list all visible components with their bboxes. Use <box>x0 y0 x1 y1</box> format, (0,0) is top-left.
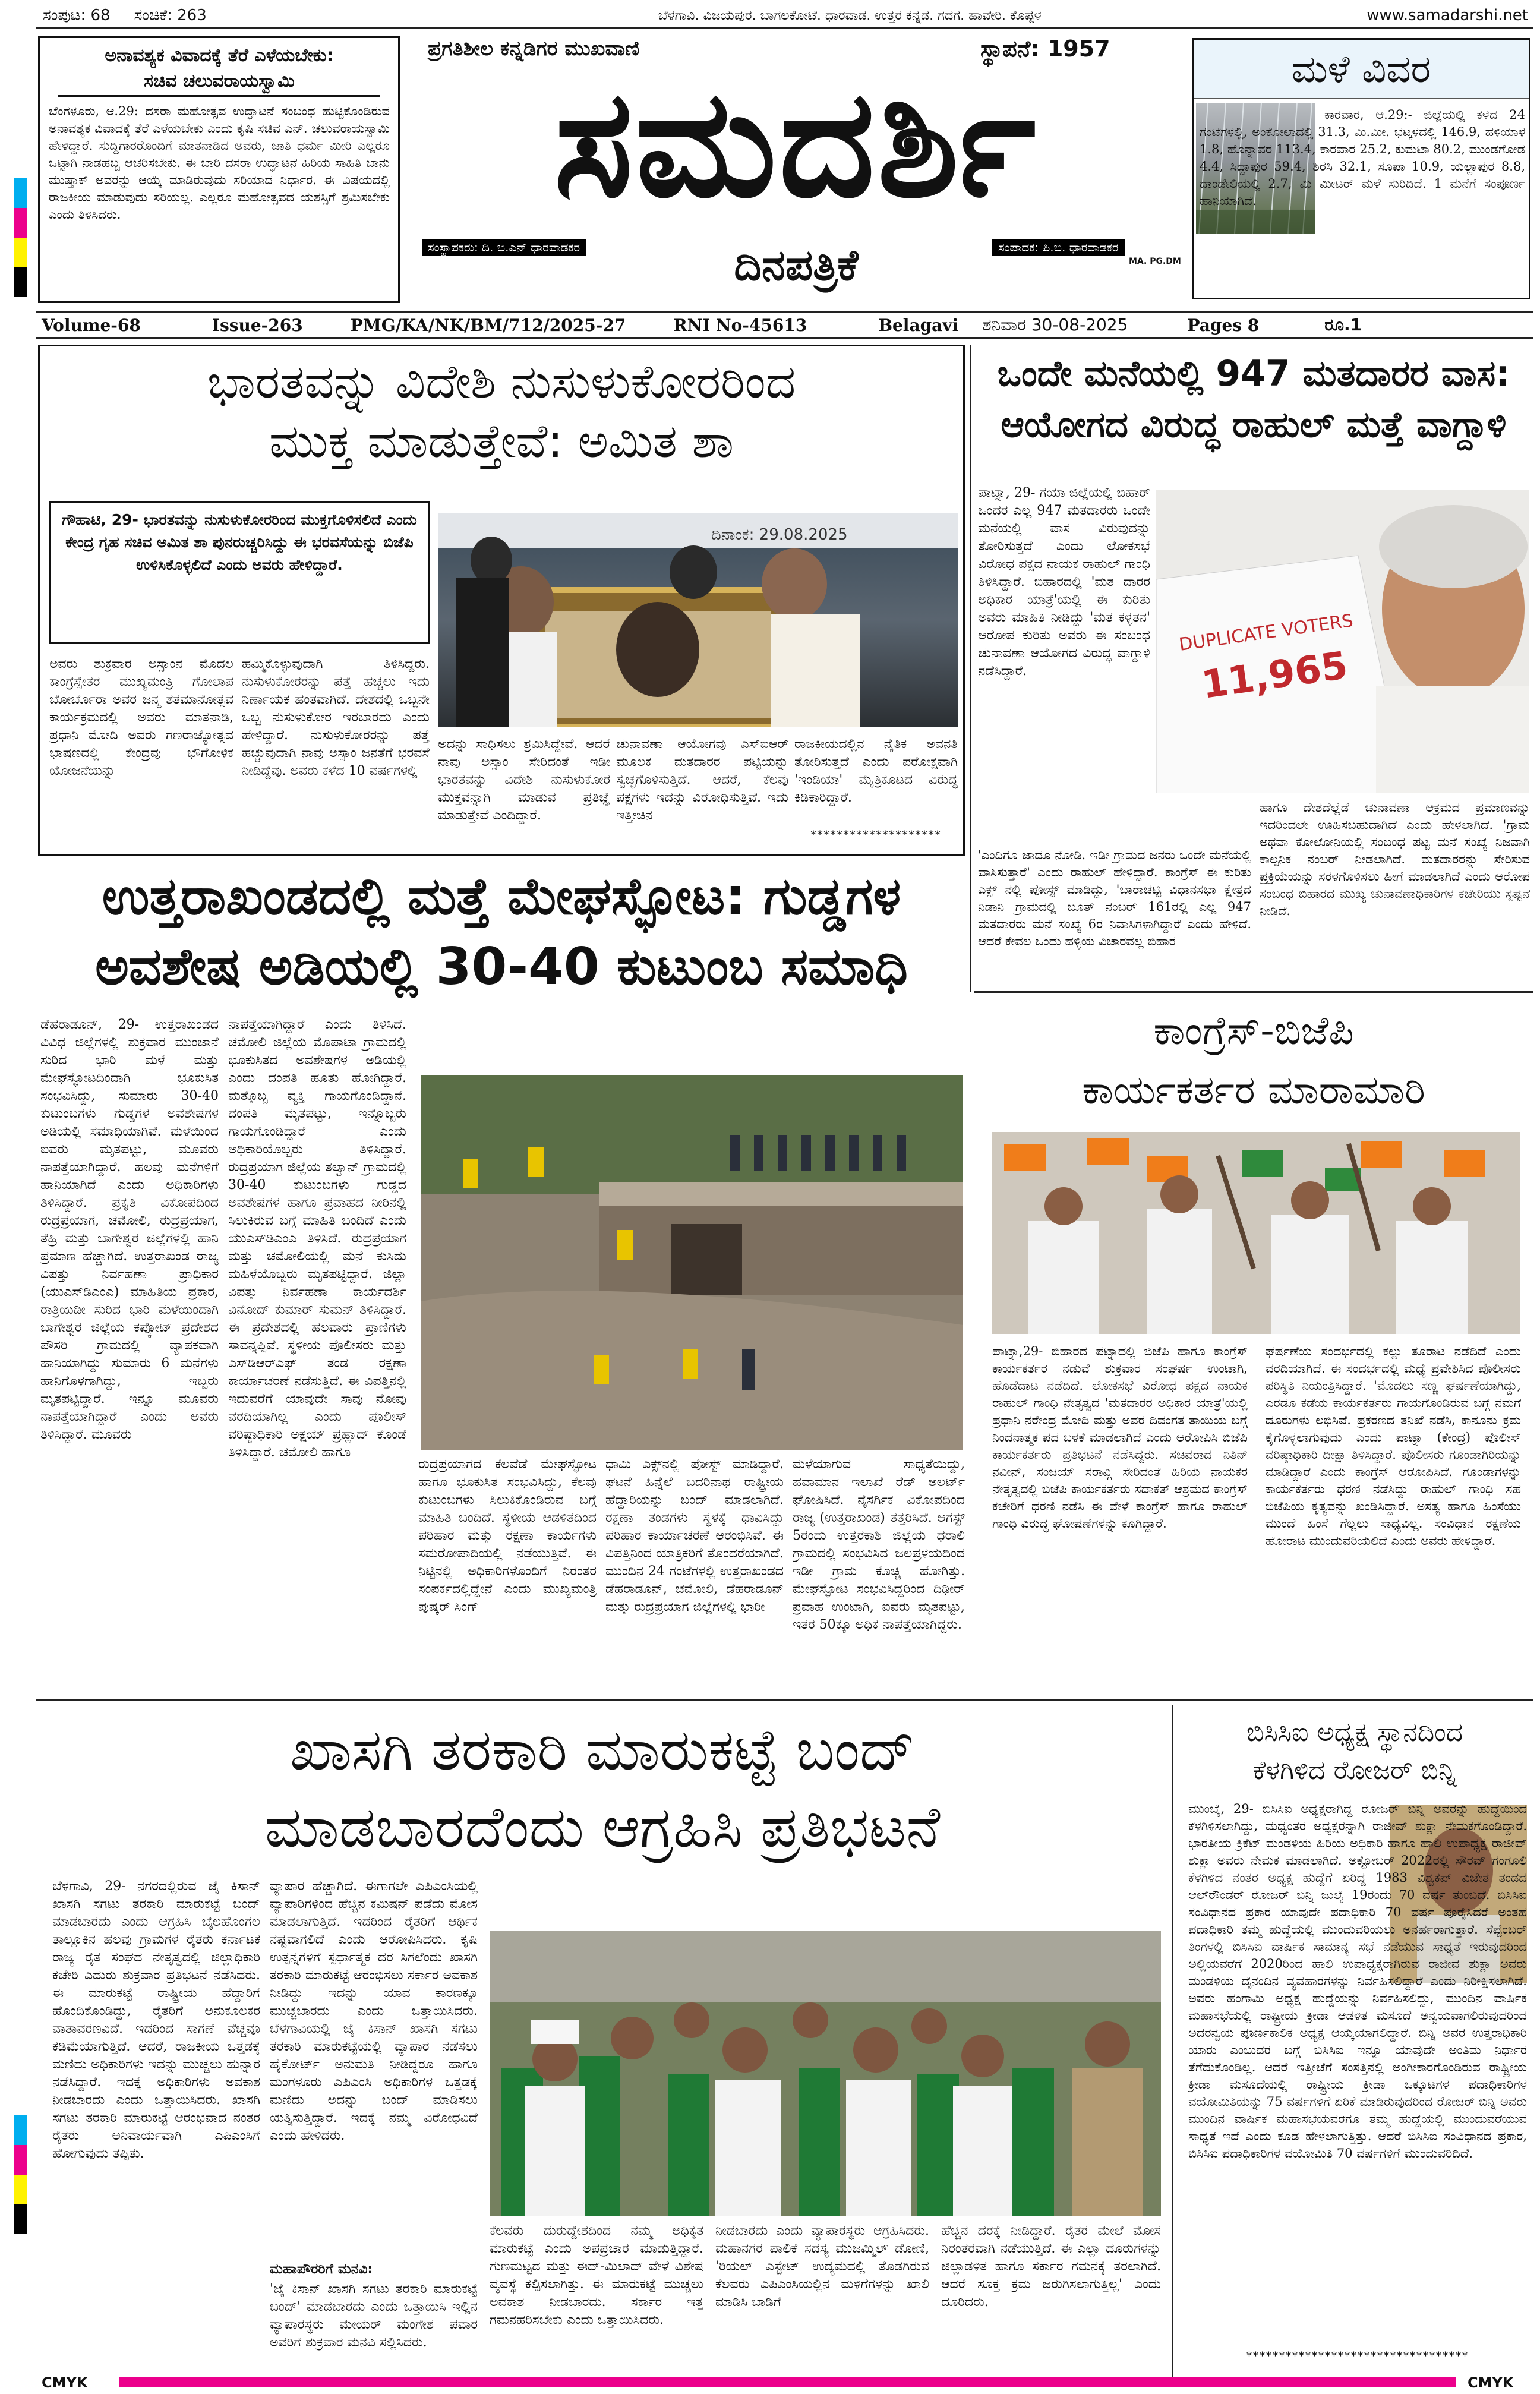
story5-col3: ಕೆಲವರು ದುರುದ್ದೇಶದಿಂದ ನಮ್ಮ ಅಧಿಕೃತ ಮಾರುಕಟ್ಟೆ ಎಂದು ಅಪಪ್ರಚಾರ ಮಾಡುತ್ತಿದ್ದಾರೆ. ಗುಣಮಟ್ಟದ ಮತ್ತು ಈದ್-ಮಿಲಾದ್ ವೇಳೆ ವಿಶೇಷ ವ್ಯವಸ್ಥೆ ಕಲ್ಪಿಸಲಾಗಿತ್ತು. ಈ ಮಾರುಕಟ್ಟೆ ಮುಚ್ಚಲು ಅವಕಾಶ ನೀಡಬಾರದು. ಸರ್ಕಾರ ಇತ್ತ ಗಮನಹರಿಸಬೇಕು ಎಂದು ಒತ್ತಾಯಿಸಿದರು. <box>490 2223 703 2327</box>
editor-label <box>992 239 1125 256</box>
color-registration-strip-bottom <box>14 2115 27 2234</box>
cities-list: ಬೆಳಗಾವಿ. ವಿಜಯಪುರ. ಬಾಗಲಕೋಟೆ. ಧಾರವಾಡ. ಉತ್ತರ ಕನ್ನಡ. ಗದಗ. ಹಾವೇರಿ. ಕೊಪ್ಪಳ <box>658 8 1042 23</box>
farmers-protest-illustration <box>490 1931 1161 2216</box>
landslide-rescue-illustration <box>421 1075 963 1450</box>
masthead-tagline: ಪ್ರಗತಿಶೀಲ ಕನ್ನಡಿಗರ ಮುಖವಾಣಿ <box>428 37 640 61</box>
story5-subhead: ಮಹಾಪೌರರಿಗೆ ಮನವಿ: <box>270 2261 373 2277</box>
party-clash-illustration <box>992 1132 1520 1334</box>
color-registration-strip-top <box>14 178 27 297</box>
story3-headline-line2: ಅವಶೇಷ ಅಡಿಯಲ್ಲಿ 30-40 ಕುಟುಂಬ ಸಮಾಧಿ <box>95 937 908 996</box>
story5-col2b: 'ಜೈ ಕಿಸಾನ್ ಖಾಸಗಿ ಸಗಟು ತರಕಾರಿ ಮಾರುಕಟ್ಟೆ ಬಂದ್' ಮಾಡಬಾರದು ಎಂದು ಒತ್ತಾಯಿಸಿ ಇಲ್ಲಿನ ವ್ಯಾಪಾರಸ್ಥರು ಮೇಯರ್ ಮಂಗೇಶ ಪವಾರ ಅವರಿಗೆ ಶುಕ್ರವಾರ ಮನವಿ ಸಲ್ಲಿಸಿದರು. <box>270 2282 478 2350</box>
story-uttarakhand <box>38 862 965 1699</box>
story4-headline-line1: ಕಾಂಗ್ರೆಸ್-ಬಿಜೆಪಿ <box>1153 1008 1354 1054</box>
news-brief-box <box>38 36 400 303</box>
story1-headline-line2: ಮುಕ್ತ ಮಾಡುತ್ತೇವೆ: ಅಮಿತ ಶಾ <box>269 415 734 468</box>
story5-headline-line2: ಮಾಡಬಾರದೆಂದು ಆಗ್ರಹಿಸಿ ಪ್ರತಿಭಟನೆ <box>264 1794 941 1860</box>
cmyk-mark-right <box>1468 2374 1513 2391</box>
story1-col3: ಅದನ್ನು ಸಾಧಿಸಲು ಶ್ರಮಿಸಿದ್ದೇವೆ. ಆದರೆ ನಾವು ಅಸ್ಸಾಂ ಸೇರಿದಂತೆ ಇಡೀ ಭಾರತವನ್ನು ವಿದೇಶಿ ನುಸುಳುಕೋರ ಮುಕ್ತವನ್ನಾಗಿ ಮಾಡುವ ಪ್ರತಿಜ್ಞೆ ಮಾಡುತ್ತೇವೆ ಎಂದಿದ್ದಾರೆ. <box>438 737 610 823</box>
volume-kannada: ಸಂಪುಟ: 68 <box>43 6 111 24</box>
brief-headline-2: ಸಚಿವ ಚಲುವರಾಯಸ್ವಾಮಿ <box>58 71 380 97</box>
cmyk-label-right: CMYK <box>1468 2374 1514 2391</box>
rain-title: ಮಳೆ ವಿವರ <box>1194 40 1529 99</box>
founder-text: ಸಂಸ್ಥಾಪಕರು: ದಿ. ಬಿ.ಎನ್ ಧಾರವಾಡಕರ <box>428 240 580 254</box>
photo-doc-number: 11,965 <box>1198 644 1350 708</box>
story-amit-shah <box>38 345 965 856</box>
story2-headline-line2: ಆಯೋಗದ ವಿರುದ್ಧ ರಾಹುಲ್ ಮತ್ತೆ ವಾಗ್ದಾಳಿ <box>1001 404 1507 446</box>
story6-headline-line1: ಬಿಸಿಸಿಐ ಅಧ್ಯಕ್ಷ ಸ್ಥಾನದಿಂದ <box>1246 1717 1463 1748</box>
story3-col5: ಮಳೆಯಾಗುವ ಸಾಧ್ಯತೆಯಿದ್ದು, ಹವಾಮಾನ ಇಲಾಖೆ ರೆಡ್ ಅಲರ್ಟ್ ಘೋಷಿಸಿದೆ. ನೈಸರ್ಗಿಕ ವಿಕೋಪದಿಂದ ರಾಜ್ಯ (ಉತ್ತರಾಖಂಡ) ತತ್ತರಿಸಿದೆ. ಆಗಸ್ಟ್ 5ರಂದು ಉತ್ತರಕಾಶಿ ಜಿಲ್ಲೆಯ ಧರಾಲಿ ಗ್ರಾಮದಲ್ಲಿ ಸಂಭವಿಸಿದ ಜಲಪ್ರಳಯದಿಂದ ಇಡೀ ಗ್ರಾಮ ಕೊಚ್ಚಿ ಹೋಗಿತ್ತು. ಮೇಘಸ್ಫೋಟ ಸಂಭವಿಸಿದ್ದರಿಂದ ದಿಢೀರ್ ಪ್ರವಾಹ ಉಂಟಾಗಿ, ಐವರು ಮೃತಪಟ್ಟು, ಇತರ 50ಕ್ಕೂ ಅಧಿಕ ನಾಪತ್ತೆಯಾಗಿದ್ದರು. <box>793 1457 965 1632</box>
website-link[interactable]: www.samadarshi.net <box>1367 7 1528 24</box>
story1-col2: ಹಮ್ಮಿಕೊಳ್ಳುವುದಾಗಿ ತಿಳಿಸಿದ್ದರು. ನುಸುಳುಕೋರರನ್ನು ಪತ್ತೆ ಹಚ್ಚಲು ಇದು ನಿರ್ಣಾಯಕ ಹಂತವಾಗಿದೆ. ದೇಶದಲ್ಲಿ ಒಬ್ಬನೇ ಒಬ್ಬ ನುಸುಳುಕೋರ ಇರಬಾರದು ಎಂದು ಹೇಳಿದ್ದಾರೆ. ನುಸುಳುಕೋರರನ್ನು ಪತ್ತೆ ಹಚ್ಚುವುದಾಗಿ ನಾವು ಅಸ್ಸಾಂ ಜನತೆಗೆ ಭರವಸೆ ನೀಡಿದ್ದೆವು. ಅವರು ಕಳೆದ 10 ವರ್ಷಗಳಲ್ಲಿ <box>242 657 430 778</box>
story1-col1: ಅವರು ಶುಕ್ರವಾರ ಅಸ್ಸಾಂನ ಮೊದಲ ಕಾಂಗ್ರೆಸ್ಸೇತರ ಮುಖ್ಯಮಂತ್ರಿ ಗೋಲಾಪ ಬೋರ್ಬೊರಾ ಅವರ ಜನ್ಮ ಶತಮಾನೋತ್ಸವ ಕಾರ್ಯಕ್ರಮದಲ್ಲಿ ಅವರು ಮಾತನಾಡಿ, ಪ್ರಧಾನಿ ಮೋದಿ ಅವರು ಗಣರಾಜ್ಯೋತ್ಸವ ಭಾಷಣದಲ್ಲಿ ಕೇಂದ್ರವು ಭೌಗೋಳಿಕ ಯೋಜನೆಯನ್ನು <box>49 657 233 778</box>
issue-number: Issue-263 <box>212 315 303 335</box>
story5-col2: ವ್ಯಾಪಾರ ಹೆಚ್ಚಾಗಿದೆ. ಈಗಾಗಲೇ ಎಪಿಎಂಸಿಯಲ್ಲಿ ವ್ಯಾಪಾರಿಗಳಿಂದ ಹೆಚ್ಚಿನ ಕಮಿಷನ್ ಪಡೆದು ಮೋಸ ಮಾಡಲಾಗುತ್ತಿದೆ. ಇದರಿಂದ ರೈತರಿಗೆ ಆರ್ಥಿಕ ನಷ್ಟವಾಗಲಿದೆ ಎಂದು ಆರೋಪಿಸಿದರು. ಕೃಷಿ ಉತ್ಪನ್ನಗಳಿಗೆ ಸ್ಪರ್ಧಾತ್ಮಕ ದರ ಸಿಗಲೆಂದು ಖಾಸಗಿ ತರಕಾರಿ ಮಾರುಕಟ್ಟೆ ಆರಂಭಿಸಲು ಸರ್ಕಾರ ಅವಕಾಶ ನೀಡಿದ್ದು ಇದನ್ನು ಯಾವ ಕಾರಣಕ್ಕೂ ಮುಚ್ಚಬಾರದು ಎಂದು ಒತ್ತಾಯಿಸಿದರು. ಬೆಳಗಾವಿಯಲ್ಲಿ ಜೈ ಕಿಸಾನ್ ಖಾಸಗಿ ಸಗಟು ತರಕಾರಿ ಮಾರುಕಟ್ಟೆಯಲ್ಲಿ ವ್ಯಾಪಾರ ನಡೆಸಲು ಹೈಕೋರ್ಟ್ ಅನುಮತಿ ನೀಡಿದ್ದರೂ ಹಾಗೂ ಮಂಗಳೂರು ಎಪಿಎಂಸಿ ಅಧಿಕಾರಿಗಳ ಒತ್ತಡಕ್ಕೆ ಮಣಿದು ಅದನ್ನು ಬಂದ್ ಮಾಡಿಸಲು ಯತ್ನಿಸುತ್ತಿದ್ದಾರೆ. ಇದಕ್ಕೆ ನಮ್ಮ ವಿರೋಧವಿದೆ ಎಂದು ಹೇಳಿದರು. <box>270 1879 478 2143</box>
story6-end-separator: ********************************** <box>1246 2350 1469 2363</box>
story6-body: ಮುಂಬೈ, 29- ಬಿಸಿಸಿಐ ಅಧ್ಯಕ್ಷರಾಗಿದ್ದ ರೋಜರ್ ಬಿನ್ನಿ ಅವರನ್ನು ಹುದ್ದೆಯಿಂದ ಕೆಳಗಿಳಿಸಲಾಗಿದ್ದು, ಮಧ್ಯಂತರ ಅಧ್ಯಕ್ಷರನ್ನಾಗಿ ರಾಜೀವ್ ಶುಕ್ಲಾ ನೇಮಕಗೊಂಡಿದ್ದಾರೆ. ಭಾರತೀಯ ಕ್ರಿಕೆಟ್ ಮಂಡಳಿಯ ಹಿರಿಯ ಅಧಿಕಾರಿ ಹಾಗೂ ಹಾಲಿ ಉಪಾಧ್ಯಕ್ಷ ರಾಜೀವ್ ಶುಕ್ಲಾ ಅವರು ನೇಮಕ ಮಾಡಲಾಗಿದೆ. ಅಕ್ಟೋಬರ್ 2022ರಲ್ಲಿ ಸೌರವ್ ಗಂಗೂಲಿ ಕೆಳಗಿಳಿದ ನಂತರ ಅಧ್ಯಕ್ಷ ಹುದ್ದೆಗೆ ಏರಿದ್ದ 1983 ವಿಶ್ವಕಪ್ ವಿಜೇತ ತಂಡದ ಆಲ್‌ರೌಂಡರ್ ರೋಜರ್ ಬಿನ್ನಿ ಜುಲೈ 19ರಂದು 70 ವರ್ಷ ತುಂಬಿದೆ. ಬಿಸಿಸಿಐ ಸಂವಿಧಾನದ ಪ್ರಕಾರ ಯಾವುದೇ ಪದಾಧಿಕಾರಿ 70 ವರ್ಷ ಪೂರೈಸಿದರೆ ಅಂತಹ ಪದಾಧಿಕಾರಿ ತಮ್ಮ ಹುದ್ದೆಯಲ್ಲಿ ಮುಂದುವರಿಯಲು ಅನರ್ಹರಾಗುತ್ತಾರೆ. ಸೆಪ್ಟೆಂಬರ್ ತಿಂಗಳಲ್ಲಿ ಬಿಸಿಸಿಐ ವಾರ್ಷಿಕ ಸಾಮಾನ್ಯ ಸಭೆ ನಡೆಯುವ ಸಾಧ್ಯತೆ ಇರುವುದರಿಂದ ಅಲ್ಲಿಯವರೆಗೆ 2020ರಿಂದ ಹಾಲಿ ಉಪಾಧ್ಯಕ್ಷರಾಗಿರುವ ರಾಜೀವ ಶುಕ್ಲಾ ಅವರು ಮಂಡಳಿಯ ದೈನಂದಿನ ವ್ಯವಹಾರಗಳನ್ನು ನಿರ್ವಹಿಸಲಿದ್ದಾರೆ ಎಂದು ನಿರೀಕ್ಷಿಸಲಾಗಿದೆ. ಅವರು ಹಂಗಾಮಿ ಅಧ್ಯಕ್ಷ ಹುದ್ದೆಯನ್ನು ನಿರ್ವಹಿಸಲಿದ್ದು, ಮುಂದಿನ ವಾರ್ಷಿಕ ಮಹಾಸಭೆಯಲ್ಲಿ ರಾಷ್ಟ್ರೀಯ ಕ್ರೀಡಾ ಆಡಳಿತ ಮಸೂದೆ ಅನ್ವಯವಾಗಲಿರುವುದರಿಂದ ಅದರನ್ವಯ ಪೂರ್ಣಕಾಲಿಕ ಅಧ್ಯಕ್ಷ ಆಯ್ಕೆಯಾಗಲಿದ್ದಾರೆ. ಬಿನ್ನಿ ಅವರ ಉತ್ತರಾಧಿಕಾರಿ ಯಾರು ಎಂಬುದರ ಬಗ್ಗೆ ಬಿಸಿಸಿಐ ಇನ್ನೂ ಯಾವುದೇ ಅಂತಿಮ ನಿರ್ಧಾರ ತೆಗೆದುಕೊಂಡಿಲ್ಲ. ಆದರೆ ಇತ್ತೀಚೆಗೆ ಸಂಸತ್ತಿನಲ್ಲಿ ಅಂಗೀಕಾರಗೊಂಡಿರುವ ರಾಷ್ಟ್ರೀಯ ಕ್ರೀಡಾ ಮಸೂದೆಯಲ್ಲಿ ರಾಷ್ಟ್ರೀಯ ಕ್ರೀಡಾ ಒಕ್ಕೂಟಗಳ ಪದಾಧಿಕಾರಿಗಳ ವಯೋಮಿತಿಯನ್ನು 75 ವರ್ಷಗಳಿಗೆ ಏರಿಕೆ ಮಾಡಿರುವುದರಿಂದ ರೋಜರ್ ಬಿನ್ನಿ ಅವರು ಮುಂದಿನ ವಾರ್ಷಿಕ ಮಹಾಸಭೆಯವರೆಗೂ ತಮ್ಮ ಹುದ್ದೆಯಲ್ಲಿ ಮುಂದುವರೆಯುವ ಸಾಧ್ಯತೆ ಇದೆ ಎಂದು ಕೂಡ ಹೇಳಲಾಗುತ್ತಿತ್ತು. ಆದರೆ ಬಿಸಿಸಿಐ ಸಂವಿಧಾನದ ಪ್ರಕಾರ, ಬಿಸಿಸಿಐ ಪದಾಧಿಕಾರಿಗಳ ವಯೋಮಿತಿ 70 ವರ್ಷಗಳಿಗೆ ಮುಂದುವರಿದಿದೆ. <box>1188 1802 1527 2160</box>
story5-col4: ನೀಡಬಾರದು ಎಂದು ವ್ಯಾಪಾರಸ್ಥರು ಆಗ್ರಹಿಸಿದರು. ಮಹಾನಗರ ಪಾಲಿಕೆ ಸದಸ್ಯ ಮುಜಮ್ಮಿಲ್ ಡೋಣಿ, 'ರಿಯಲ್ ಎಸ್ಟೇಟ್ ಉದ್ಯಮದಲ್ಲಿ ತೊಡಗಿರುವ ಕೆಲವರು ಎಪಿಎಂಸಿಯಲ್ಲಿನ ಮಳಿಗೆಗಳನ್ನು ಖಾಲಿ ಮಾಡಿಸಿ ಬಾಡಿಗೆ <box>715 2223 929 2310</box>
rain-details-box <box>1192 38 1530 299</box>
story1-lead: ಗೌಹಾಟಿ, 29- ಭಾರತವನ್ನು ನುಸುಳುಕೋರರಿಂದ ಮುಕ್ತಗೊಳಿಸಲಿದೆ ಎಂದು ಕೇಂದ್ರ ಗೃಹ ಸಚಿವ ಅಮಿತ ಶಾ ಪುನರುಚ್ಚರಿಸಿದ್ದು ಈ ಭರವಸೆಯನ್ನು ಬಿಜೆಪಿ ಉಳಿಸಿಕೊಳ್ಳಲಿದೆ ಎಂದು ಅವರು ಹೇಳಿದ್ದಾರೆ. <box>62 511 417 573</box>
brief-headline-1: ಅನಾವಶ್ಯಕ ವಿವಾದಕ್ಕೆ ತೆರೆ ಎಳೆಯಬೇಕು: <box>105 45 334 66</box>
rain-body: ಕಾರವಾರ, ಆ.29:- ಜಿಲ್ಲೆಯಲ್ಲಿ ಕಳೆದ 24 ಗಂಟೆಗಳಲ್ಲಿ, ಅಂಕೋಲಾದಲ್ಲಿ 31.3, ಮಿ.ಮೀ. ಭಟ್ಕಳದಲ್ಲಿ 146.9, ಹಳಿಯಾಳ 1.8, ಹೊನ್ನಾವರ 113.4, ಕಾರವಾರ 25.2, ಕುಮಟಾ 80.2, ಮುಂಡಗೋಡ 4.4, ಸಿದ್ದಾಪುರ 59.4, ಶಿರಸಿ 32.1, ಸೂಪಾ 10.9, ಯಲ್ಲಾಪುರ 8.8, ದಾಂಡೇಲಿಯಲ್ಲಿ 2.7, ಮಿ ಮೀಟರ್ ಮಳೆ ಸುರಿದಿದೆ. 1 ಮನೆಗೆ ಸಂಪೂರ್ಣ ಹಾನಿಯಾಗಿದೆ. <box>1200 108 1525 208</box>
photo-doc-title: DUPLICATE VOTERS <box>1178 610 1355 655</box>
story3-col3: ರುದ್ರಪ್ರಯಾಗದ ಕೆಲವೆಡೆ ಮೇಘಸ್ಫೋಟ ಹಾಗೂ ಭೂಕುಸಿತ ಸಂಭವಿಸಿದ್ದು, ಕೆಲವು ಕುಟುಂಬಗಳು ಸಿಲುಕಿಕೊಂಡಿರುವ ಬಗ್ಗೆ ಮಾಹಿತಿ ಬಂದಿದೆ. ಸ್ಥಳೀಯ ಆಡಳಿತದಿಂದ ಪರಿಹಾರ ಮತ್ತು ರಕ್ಷಣಾ ಕಾರ್ಯಗಳು ಸಮರೋಪಾದಿಯಲ್ಲಿ ನಡೆಯುತ್ತಿವೆ. ಈ ನಿಟ್ಟಿನಲ್ಲಿ ಅಧಿಕಾರಿಗಳೊಂದಿಗೆ ನಿರಂತರ ಸಂಪರ್ಕದಲ್ಲಿದ್ದೇನೆ ಎಂದು ಮುಖ್ಯಮಂತ್ರಿ ಪುಷ್ಕರ್ ಸಿಂಗ್ <box>418 1457 597 1614</box>
newspaper-subtitle: ದಿನಪತ್ರಿಕೆ <box>734 240 859 290</box>
registration-number: PMG/KA/NK/BM/712/2025-27 <box>350 315 626 335</box>
brief-body: ಬೆಂಗಳೂರು, ಆ.29: ದಸರಾ ಮಹೋತ್ಸವ ಉದ್ಘಾಟನೆ ಸಂಬಂಧ ಹುಟ್ಟಿಕೊಂಡಿರುವ ಅನಾವಶ್ಯಕ ವಿವಾದಕ್ಕೆ ತೆರೆ ಎಳೆಯಬೇಕು ಎಂದು ಕೃಷಿ ಸಚಿವ ಎನ್. ಚಲುವರಾಯಸ್ವಾಮಿ ಹೇಳಿದ್ದಾರೆ. ಸುದ್ದಿಗಾರರೊಂದಿಗೆ ಮಾತನಾಡಿದ ಅವರು, ಜಾತಿ ಧರ್ಮ ಮೀರಿ ಎಲ್ಲರೂ ಒಟ್ಟಾಗಿ ನಾಡಹಬ್ಬ ಆಚರಿಸಬೇಕು. ಈ ಬಾರಿ ದಸರಾ ಉದ್ಘಾಟನೆ ಹಿರಿಯ ಸಾಹಿತಿ ಬಾನು ಮುಷ್ತಾಕ್ ಅವರನ್ನು ಆಯ್ಕೆ ಮಾಡಿರುವುದು ಸರಿಯಾದ ನಿರ್ಧಾರ. ಈ ವಿಷಯದಲ್ಲಿ ರಾಜಕೀಯ ಮಾಡುವುದು ಸರಿಯಲ್ಲ. ಎಲ್ಲರೂ ಮಹೋತ್ಸವದ ಯಶಸ್ಸಿಗೆ ಶ್ರಮಿಸಬೇಕು ಎಂದು ತಿಳಿಸಿದರು. <box>49 104 390 222</box>
photo-plaque-text: ದಿನಾಂಕ: 29.08.2025 <box>711 526 848 544</box>
story2-headline-line1: ಒಂದೇ ಮನೆಯಲ್ಲಿ 947 ಮತದಾರರ ವಾಸ: <box>997 353 1510 395</box>
story4-col1: ಪಾಟ್ನಾ,29- ಬಿಹಾರದ ಪಟ್ನಾದಲ್ಲಿ ಬಿಜೆಪಿ ಹಾಗೂ ಕಾಂಗ್ರೆಸ್ ಕಾರ್ಯಕರ್ತರ ನಡುವೆ ಶುಕ್ರವಾರ ಸಂಘರ್ಷ ಉಂಟಾಗಿ, ಹೊಡೆದಾಟ ನಡೆದಿದೆ. ಲೋಕಸಭೆ ವಿರೋಧ ಪಕ್ಷದ ನಾಯಕ ರಾಹುಲ್ ಗಾಂಧಿ ನೇತೃತ್ವದ 'ಮತದಾರರ ಅಧಿಕಾರ ಯಾತ್ರೆ'ಯಲ್ಲಿ ಪ್ರಧಾನಿ ನರೇಂದ್ರ ಮೋದಿ ಮತ್ತು ಅವರ ದಿವಂಗತ ತಾಯಿಯ ಬಗ್ಗೆ ನಿಂದನಾತ್ಮಕ ಪದ ಬಳಕೆ ಮಾಡಲಾಗಿದೆ ಎಂದು ಆರೋಪಿಸಿ ಬಿಜೆಪಿ ಕಾರ್ಯಕರ್ತರು ಪ್ರತಿಭಟನೆ ನಡೆಸಿದ್ದರು. ಸಚಿವರಾದ ನಿತಿನ್ ನವೀನ್, ಸಂಜಯ್ ಸರಾವ್ಗಿ ಸೇರಿದಂತೆ ಹಿರಿಯ ನಾಯಕರ ನೇತೃತ್ವದಲ್ಲಿ ಬಿಜೆಪಿ ಕಾರ್ಯಕರ್ತರು ಸದಾಕತ್ ಆಶ್ರಮದ ಕಾಂಗ್ರೆಸ್ ಕಚೇರಿಗೆ ಧರಣಿ ನಡೆಸಿ ಈ ವೇಳೆ ಕಾಂಗ್ರೆಸ್ ಹಾಗೂ ರಾಹುಲ್ ಗಾಂಧಿ ವಿರುದ್ಧ ಘೋಷಣೆಗಳನ್ನು ಕೂಗಿದ್ದಾರೆ. <box>992 1344 1248 1531</box>
story-roger-binny <box>1176 1705 1533 2371</box>
story5-col5: ಹೆಚ್ಚಿನ ದರಕ್ಕೆ ನೀಡಿದ್ದಾರೆ. ರೈತರ ಮೇಲೆ ಮೋಸ ನಿರಂತರವಾಗಿ ನಡೆಯುತ್ತಿದೆ. ಈ ಎಲ್ಲಾ ದೂರುಗಳನ್ನು ಜಿಲ್ಲಾಡಳಿತ ಹಾಗೂ ಸರ್ಕಾರ ಗಮನಕ್ಕೆ ತರಲಾಗಿದೆ. ಆದರೆ ಸೂಕ್ತ ಕ್ರಮ ಜರುಗಿಸಲಾಗುತ್ತಿಲ್ಲ' ಎಂದು ದೂರಿದರು. <box>941 2223 1161 2310</box>
story2-col-c: ಹಾಗೂ ದೇಶದೆಲ್ಲೆಡೆ ಚುನಾವಣಾ ಆಕ್ರಮದ ಪ್ರಮಾಣವನ್ನು ಇದರಿಂದಲೇ ಊಹಿಸಬಹುದಾಗಿದೆ ಎಂದು ಹೇಳಲಾಗಿದೆ. 'ಗ್ರಾಮ ಅಥವಾ ಕೋಲೋನಿಯಲ್ಲಿ ಸಂಬಂಧ ಪಟ್ಟ ಮನೆ ಸಂಖ್ಯೆ ನಿಜವಾಗಿ ಕಾಲ್ಪನಿಕ ನಂಬರ್ ನೀಡಲಾಗಿದೆ. ಮತದಾರರನ್ನು ಸೇರಿಸುವ ಪ್ರಕ್ರಿಯೆಯನ್ನು ಸರಳಗೊಳಿಸಲು ಹೀಗೆ ಮಾಡಲಾಗಿದೆ ಎಂದು ಆರೋಪ ಸಂಬಂಧ ಬಿಹಾರದ ಮುಖ್ಯ ಚುನಾವಣಾಧಿಕಾರಿಗಳ ಕಚೇರಿಯು ಸ್ಪಷ್ಟನೆ ನೀಡಿದೆ. <box>1260 800 1530 918</box>
story1-headline-line1: ಭಾರತವನ್ನು ವಿದೇಶಿ ನುಸುಳುಕೋರರಿಂದ <box>207 355 796 409</box>
price: ರೂ.1 <box>1324 315 1362 335</box>
newspaper-name: ಸಮದರ್ಶಿ <box>554 57 1039 230</box>
story3-col2: ನಾಪತ್ತೆಯಾಗಿದ್ದಾರೆ ಎಂದು ತಿಳಿಸಿದೆ. ಚಮೋಲಿ ಜಿಲ್ಲೆಯ ಮೊಪಾಟಾ ಗ್ರಾಮದಲ್ಲಿ ಭೂಕುಸಿತದ ಅವಶೇಷಗಳ ಅಡಿಯಲ್ಲಿ ಎಂದು ದಂಪತಿ ಹೂತು ಹೋಗಿದ್ದಾರೆ. ಮತ್ತೊಬ್ಬ ವ್ಯಕ್ತಿ ಗಾಯಗೊಂಡಿದ್ದಾನೆ. ದಂಪತಿ ಮೃತಪಟ್ಟು, ಇನ್ನೊಬ್ಬರು ಗಾಯಗೊಂಡಿದ್ದಾರೆ ಎಂದು ಅಧಿಕಾರಿಯೊಬ್ಬರು ತಿಳಿಸಿದ್ದಾರೆ. ರುದ್ರಪ್ರಯಾಗ ಜಿಲ್ಲೆಯ ತಲ್ವಾನ್ ಗ್ರಾಮದಲ್ಲಿ 30-40 ಕುಟುಂಬಗಳು ಗುಡ್ಡದ ಅವಶೇಷಗಳ ಹಾಗೂ ಪ್ರವಾಹದ ನೀರಿನಲ್ಲಿ ಸಿಲುಕಿರುವ ಬಗ್ಗೆ ಮಾಹಿತಿ ಬಂದಿದೆ ಎಂದು ಯುಎಸ್‌ಡಿಎಂಎ ತಿಳಿಸಿದೆ. ರುದ್ರಪ್ರಯಾಗ ಮತ್ತು ಚಮೋಲಿಯಲ್ಲಿ ಮನೆ ಕುಸಿದು ಮಹಿಳೆಯೊಬ್ಬರು ಮೃತಪಟ್ಟಿದ್ದಾರೆ. ಜಿಲ್ಲಾ ವಿಪತ್ತು ನಿರ್ವಹಣಾ ಕಾರ್ಯದರ್ಶಿ ವಿನೋದ್ ಕುಮಾರ್ ಸುಮನ್ ತಿಳಿಸಿದ್ದಾರೆ. ಈ ಪ್ರದೇಶದಲ್ಲಿ ಹಲವಾರು ಪ್ರಾಣಿಗಳು ಸಾವನ್ನಪ್ಪಿವೆ. ಸ್ಥಳೀಯ ಪೊಲೀಸರು ಮತ್ತು ಎಸ್‌ಡಿಆರ್‌ಎಫ್ ತಂಡ ರಕ್ಷಣಾ ಕಾರ್ಯಾಚರಣೆ ನಡೆಸುತ್ತಿದೆ. ಈ ವಿಪತ್ತಿನಲ್ಲಿ ಇದುವರೆಗೆ ಯಾವುದೇ ಸಾವು ನೋವು ವರದಿಯಾಗಿಲ್ಲ ಎಂದು ಪೊಲೀಸ್ ವರಿಷ್ಠಾಧಿಕಾರಿ ಅಕ್ಷಯ್ ಪ್ರಹ್ಲಾದ್ ಕೊಂಡೆ ತಿಳಿಸಿದ್ದಾರೆ. ಚಮೋಲಿ ಹಾಗೂ <box>228 1017 406 1460</box>
masthead <box>410 31 1182 310</box>
story3-photo <box>421 1075 963 1450</box>
story4-headline-line2: ಕಾರ್ಯಕರ್ತರ ಮಾರಾಮಾರಿ <box>1082 1067 1425 1113</box>
story5-photo <box>490 1931 1161 2216</box>
page-count: Pages 8 <box>1187 315 1260 335</box>
story5-col1: ಬೆಳಗಾವಿ, 29- ನಗರದಲ್ಲಿರುವ ಜೈ ಕಿಸಾನ್ ಖಾಸಗಿ ಸಗಟು ತರಕಾರಿ ಮಾರುಕಟ್ಟೆ ಬಂದ್ ಮಾಡಬಾರದು ಎಂದು ಆಗ್ರಹಿಸಿ ಬೈಲಹೊಂಗಲ ತಾಲ್ಲೂಕಿನ ಹಲವು ಗ್ರಾಮಗಳ ರೈತರು ಕರ್ನಾಟಕ ರಾಜ್ಯ ರೈತ ಸಂಘದ ನೇತೃತ್ವದಲ್ಲಿ ಜಿಲ್ಲಾಧಿಕಾರಿ ಕಚೇರಿ ಎದುರು ಶುಕ್ರವಾರ ಪ್ರತಿಭಟನೆ ನಡೆಸಿದರು. ಈ ಮಾರುಕಟ್ಟೆ ರಾಷ್ಟ್ರೀಯ ಹೆದ್ದಾರಿಗೆ ಹೊಂದಿಕೊಂಡಿದ್ದು, ರೈತರಿಗೆ ಅನುಕೂಲಕರ ವಾತಾವರಣವಿದೆ. ಇದರಿಂದ ಸಾಗಣೆ ವೆಚ್ಚವೂ ಕಡಿಮೆಯಾಗುತ್ತಿದೆ. ಆದರೆ, ರಾಜಕೀಯ ಒತ್ತಡಕ್ಕೆ ಮಣಿದು ಅಧಿಕಾರಿಗಳು ಇದನ್ನು ಮುಚ್ಚಲು ಹುನ್ನಾರ ನಡೆಸಿದ್ದಾರೆ. ಇದಕ್ಕೆ ಅಧಿಕಾರಿಗಳು ಅವಕಾಶ ನೀಡಬಾರದು ಎಂದು ಒತ್ತಾಯಿಸಿದರು. ಖಾಸಗಿ ಸಗಟು ತರಕಾರಿ ಮಾರುಕಟ್ಟೆ ಆರಂಭವಾದ ನಂತರ ರೈತರು ಅನಿವಾರ್ಯವಾಗಿ ಎಪಿಎಂಸಿಗೆ ಹೋಗುವುದು ತಪ್ಪಿತು. <box>52 1879 260 2161</box>
print-place: Belagavi <box>878 315 959 335</box>
story1-lead-box <box>49 501 430 644</box>
volume-number: Volume-68 <box>42 315 141 335</box>
story4-col2: ಘರ್ಷಣೆಯ ಸಂದರ್ಭದಲ್ಲಿ ಕಲ್ಲು ತೂರಾಟ ನಡೆದಿದೆ ಎಂದು ವರದಿಯಾಗಿದೆ. ಈ ಸಂದರ್ಭದಲ್ಲಿ ಮಧ್ಯೆ ಪ್ರವೇಶಿಸಿದ ಪೊಲೀಸರು ಪರಿಸ್ಥಿತಿ ನಿಯಂತ್ರಿಸಿದ್ದಾರೆ. 'ಮೊದಲು ಸಣ್ಣ ಘರ್ಷಣೆಯಾಗಿದ್ದು, ಎರಡೂ ಕಡೆಯ ಕಾರ್ಯಕರ್ತರು ಗಾಯಗೊಂಡಿರುವ ಬಗ್ಗೆ ನಮಗೆ ದೂರುಗಳು ಲಭಿಸಿವೆ. ಪ್ರಕರಣದ ತನಿಖೆ ನಡೆಸಿ, ಕಾನೂನು ಕ್ರಮ ಕೈಗೊಳ್ಳಲಾಗುವುದು ಎಂದು ಪಾಟ್ನಾ (ಕೇಂದ್ರ) ಪೊಲೀಸ್ ವರಿಷ್ಠಾಧಿಕಾರಿ ದೀಕ್ಷಾ ತಿಳಿಸಿದ್ದಾರೆ. ಪೊಲೀಸರು ಗೂಂಡಾಗಿರಿಯನ್ನು ಮಾಡಿದ್ದಾರೆ ಎಂದು ಕಾಂಗ್ರೆಸ್ ಆರೋಪಿಸಿದೆ. ಗೂಂಡಾಗಳನ್ನು ಕಾರ್ಯಕರ್ತರು ಧರಣಿ ನಡೆಸಿದ್ದು ರಾಹುಲ್ ಗಾಂಧಿ ಸಹ ಬಿಜೆಪಿಯ ಕೃತ್ಯವನ್ನು ಖಂಡಿಸಿದ್ದಾರೆ. ಅಸತ್ಯ ಹಾಗೂ ಹಿಂಸೆಯು ಮುಂದೆ ಹಿಂಸೆ ಗೆಲ್ಲಲು ಸಾಧ್ಯವಿಲ್ಲ. ಸಂವಿಧಾನ ರಕ್ಷಣೆಯ ಹೋರಾಟ ಮುಂದುವರಿಯಲಿದೆ ಎಂದು ಅವರು ಹೇಳಿದ್ದಾರೆ. <box>1266 1344 1521 1548</box>
story4-photo <box>992 1132 1520 1334</box>
info-bar <box>36 313 1533 337</box>
cmyk-mark-left <box>42 2374 87 2391</box>
issue-kannada: ಸಂಚಿಕೆ: 263 <box>134 6 207 24</box>
top-bar <box>36 4 1533 27</box>
story2-col-b: 'ಎಂದಿಗೂ ಜಾದೂ ನೋಡಿ. ಇಡೀ ಗ್ರಾಮದ ಜನರು ಒಂದೇ ಮನೆಯಲ್ಲಿ ವಾಸಿಸುತ್ತಾರೆ' ಎಂದು ರಾಹುಲ್ ಹೇಳಿದ್ದಾರೆ. ಕಾಂಗ್ರೆಸ್ ಈ ಕುರಿತು ಎಕ್ಸ್ ನಲ್ಲಿ ಪೋಸ್ಟ್ ಮಾಡಿದ್ದು, 'ಬಾರಾಚಟ್ಟಿ ವಿಧಾನಸಭಾ ಕ್ಷೇತ್ರದ ನಿಡಾನಿ ಗ್ರಾಮದಲ್ಲಿ ಬೂತ್ ನಂಬರ್ 161ರಲ್ಲಿ ಎಲ್ಲ 947 ಮತದಾರರು ಮನೆ ಸಂಖ್ಯೆ 6ರ ನಿವಾಸಿಗಳಾಗಿದ್ದಾರೆ ಎಂದು ಹೇಳಿದೆ. ಆದರೆ ಕೇವಲ ಒಂದು ಹಳ್ಳಿಯ ವಿಚಾರವಲ್ಲ ಬಿಹಾರ <box>978 848 1251 948</box>
story2-col-a: ಪಾಟ್ನಾ, 29- ಗಯಾ ಜಿಲ್ಲೆಯಲ್ಲಿ ಬಿಹಾರ್ ಒಂದರ ಎಲ್ಲ 947 ಮತದಾರರು ಒಂದೇ ಮನೆಯಲ್ಲಿ ವಾಸ ವಿರುವುದನ್ನು ತೋರಿಸುತ್ತದೆ ಎಂದು ಲೋಕಸಭೆ ವಿರೋಧ ಪಕ್ಷದ ನಾಯಕ ರಾಹುಲ್ ಗಾಂಧಿ ತಿಳಿಸಿದ್ದಾರೆ. ಬಿಹಾರದಲ್ಲಿ 'ಮತ ದಾರರ ಅಧಿಕಾರ ಯಾತ್ರೆ'ಯಲ್ಲಿ ಈ ಕುರಿತು ಅವರು ಮಾಹಿತಿ ನೀಡಿದ್ದು 'ಮತ ಕಳ್ಳತನ' ಆರೋಪ ಕುರಿತು ಅವರು ಈ ಸಂಬಂಧ ಚುನಾವಣಾ ಆಯೋಗದ ವಿರುದ್ಧ ವಾಗ್ದಾಳಿ ನಡೆಸಿದ್ದಾರೆ. <box>978 485 1150 679</box>
story5-headline-line1: ಖಾಸಗಿ ತರಕಾರಿ ಮಾರುಕಟ್ಟೆ ಬಂದ್ <box>289 1717 916 1783</box>
story1-photo <box>438 513 958 727</box>
cmyk-label-left: CMYK <box>42 2374 88 2391</box>
editor-degree: MA. PG.DM <box>1129 257 1181 266</box>
story3-col4: ಧಾಮಿ ಎಕ್ಸ್‌ನಲ್ಲಿ ಪೋಸ್ಟ್ ಮಾಡಿದ್ದಾರೆ. ಘಟನೆ ಹಿನ್ನೆಲೆ ಬದರಿನಾಥ ರಾಷ್ಟ್ರೀಯ ಹೆದ್ದಾರಿಯನ್ನು ಬಂದ್ ಮಾಡಲಾಗಿದೆ. ರಕ್ಷಣಾ ತಂಡಗಳು ಸ್ಥಳಕ್ಕೆ ಧಾವಿಸಿದ್ದು ಪರಿಹಾರ ಕಾರ್ಯಾಚರಣೆ ಆರಂಭಿಸಿವೆ. ಈ ವಿಪತ್ತಿನಿಂದ ಯಾತ್ರಿಕರಿಗೆ ತೊಂದರೆಯಾಗಿದೆ. ಮುಂದಿನ 24 ಗಂಟೆಗಳಲ್ಲಿ ಉತ್ತರಾಖಂಡದ ಡೆಹರಾಡೂನ್, ಚಮೋಲಿ, ಡೆಹರಾಡೂನ್ ಮತ್ತು ರುದ್ರಪ್ರಯಾಗ ಜಿಲ್ಲೆಗಳಲ್ಲಿ ಭಾರೀ <box>605 1457 784 1614</box>
story-congress-bjp-clash <box>974 995 1533 1696</box>
issue-date: ಶನಿವಾರ 30-08-2025 <box>982 315 1128 335</box>
bottom-color-bar <box>119 2377 1456 2387</box>
rni-number: RNI No-45613 <box>673 315 807 335</box>
story1-col5: ರಾಜಕೀಯದಲ್ಲಿನ ನೈತಿಕ ಅವನತಿ ತೋರಿಸುತ್ತದೆ ಎಂದು ಪರೋಕ್ಷವಾಗಿ 'ಇಂಡಿಯಾ' ಮೈತ್ರಿಕೂಟದ ವಿರುದ್ಧ ಕಿಡಿಕಾರಿದ್ದಾರೆ. <box>794 737 958 805</box>
masthead-founded: ಸ್ಥಾಪನೆ: 1957 <box>980 36 1110 62</box>
rahul-gandhi-illustration <box>1156 490 1529 793</box>
story1-end-separator: ******************** <box>810 829 942 841</box>
story3-headline-line1: ಉತ್ತರಾಖಂಡದಲ್ಲಿ ಮತ್ತೆ ಮೇಘಸ್ಫೋಟ: ಗುಡ್ಡಗಳ <box>102 867 901 926</box>
story3-col1: ಡೆಹರಾಡೂನ್, 29- ಉತ್ತರಾಖಂಡದ ವಿವಿಧ ಜಿಲ್ಲೆಗಳಲ್ಲಿ ಶುಕ್ರವಾರ ಮುಂಜಾನೆ ಸುರಿದ ಭಾರಿ ಮಳೆ ಮತ್ತು ಮೇಘಸ್ಫೋಟದಿಂದಾಗಿ ಭೂಕುಸಿತ ಸಂಭವಿಸಿದ್ದು, ಸುಮಾರು 30-40 ಕುಟುಂಬಗಳು ಗುಡ್ಡಗಳ ಅವಶೇಷಗಳ ಅಡಿಯಲ್ಲಿ ಸಮಾಧಿಯಾಗಿವೆ. ಮಳೆಯಿಂದ ಐವರು ಮೃತಪಟ್ಟು, ಮೂವರು ನಾಪತ್ತೆಯಾಗಿದ್ದಾರೆ. ಹಲವು ಮನೆಗಳಿಗೆ ಹಾನಿಯಾಗಿದೆ ಎಂದು ಅಧಿಕಾರಿಗಳು ತಿಳಿಸಿದ್ದಾರೆ. ಪ್ರಕೃತಿ ವಿಕೋಪದಿಂದ ರುದ್ರಪ್ರಯಾಗ, ಚಮೋಲಿ, ರುದ್ರಪ್ರಯಾಗ, ತೆಹ್ರಿ ಮತ್ತು ಬಾಗೇಶ್ವರ ಜಿಲ್ಲೆಗಳಲ್ಲಿ ಹಾನಿ ಪ್ರಮಾಣ ಹೆಚ್ಚಾಗಿದೆ. ಉತ್ತರಾಖಂಡ ರಾಜ್ಯ ವಿಪತ್ತು ನಿರ್ವಹಣಾ ಪ್ರಾಧಿಕಾರ (ಯುಎಸ್‌ಡಿಎಂಎ) ಮಾಹಿತಿಯ ಪ್ರಕಾರ, ರಾತ್ರಿಯಿಡೀ ಸುರಿದ ಭಾರಿ ಮಳೆಯಿಂದಾಗಿ ಬಾಗೇಶ್ವರ ಜಿಲ್ಲೆಯ ಕಪ್ಕೋಟ್ ಪ್ರದೇಶದ ಪೌಸರಿ ಗ್ರಾಮದಲ್ಲಿ ವ್ಯಾಪಕವಾಗಿ ಹಾನಿಯಾಗಿದ್ದು ಸುಮಾರು 6 ಮನೆಗಳು ಹಾನಿಗೊಳಗಾಗಿದ್ದು, ಇಬ್ಬರು ಮೃತಪಟ್ಟಿದ್ದಾರೆ. ಇನ್ನೂ ಮೂವರು ನಾಪತ್ತೆಯಾಗಿದ್ದಾರೆ ಎಂದು ಅವರು ತಿಳಿಸಿದ್ದಾರೆ. ಮೂವರು <box>40 1017 219 1442</box>
editor-text: ಸಂಪಾದಕ: ಪಿ.ಬಿ. ಧಾರವಾಡಕರ <box>998 240 1119 254</box>
story-rahul-voters <box>974 345 1533 986</box>
story6-headline-line2: ಕೆಳಗಿಳಿದ ರೋಜರ್ ಬಿನ್ನಿ <box>1252 1755 1457 1786</box>
story1-col4: ಚುನಾವಣಾ ಆಯೋಗವು ಎಸ್ಐಆರ್ ಮೂಲಕ ಮತದಾರರ ಪಟ್ಟಿಯನ್ನು ಸ್ವಚ್ಛಗೊಳಿಸುತ್ತಿದೆ. ಆದರೆ, ಕೆಲವು ಪಕ್ಷಗಳು ಇದನ್ನು ವಿರೋಧಿಸುತ್ತಿವೆ. ಇದು ಇತ್ತೀಚಿನ <box>616 737 788 823</box>
story-vegetable-market <box>38 1705 1167 2371</box>
story2-photo <box>1156 490 1529 793</box>
amit-shah-event-illustration <box>438 513 958 727</box>
